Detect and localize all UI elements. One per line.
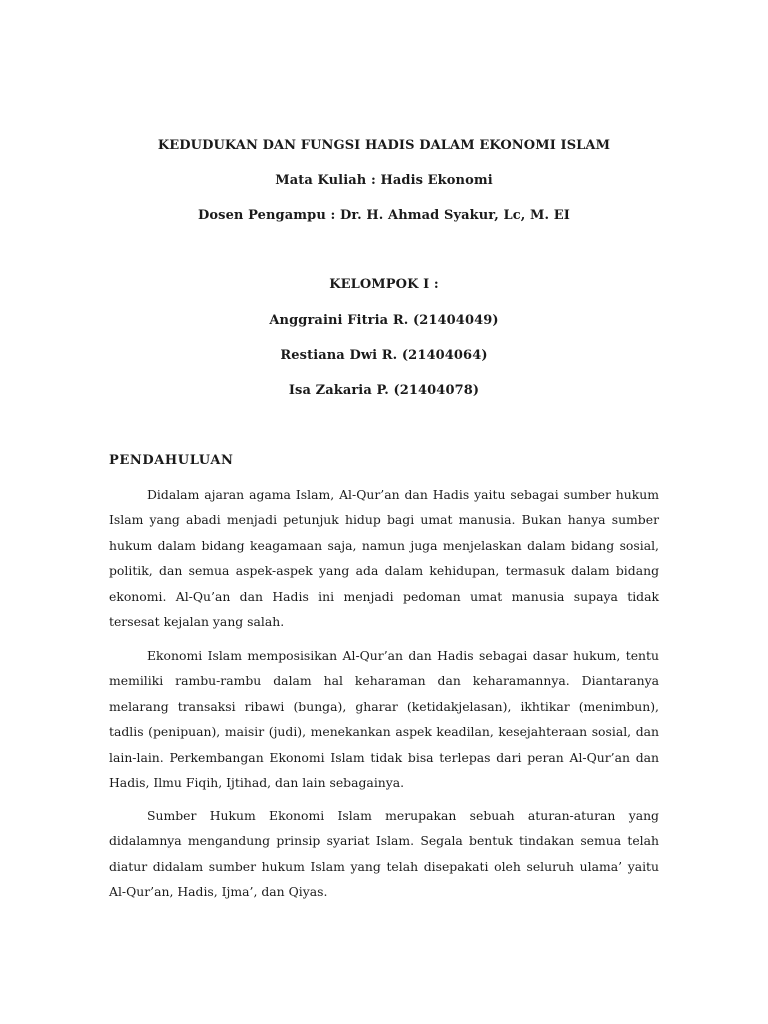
group-member: Restiana Dwi R. (21404064) <box>280 348 488 363</box>
section-heading: PENDAHULUAN <box>109 453 234 468</box>
paragraph: Ekonomi Islam memposisikan Al-Qur’an dan Hadis sebagai dasar hukum, tentu memiliki rambu-rambu dalam hal keharaman dan keharamannya. Diantaranya melarang transaksi ribawi (bunga), gharar (ketidakjelasan), ikhtikar (menimbun), tadlis (penipuan), maisir (judi), menekankan aspek keadilan, kesejahteraan sosial, dan lain-lain. Perkembangan Ekonomi Islam tidak bisa terlepas dari peran Al-Qur’an dan Hadis, Ilmu Fiqih, Ijtihad, dan lain sebagainya. <box>109 648 659 791</box>
document-title: KEDUDUKAN DAN FUNGSI HADIS DALAM EKONOMI ISLAM <box>157 138 611 153</box>
group-label: KELOMPOK I : <box>329 277 439 292</box>
group-member: Anggraini Fitria R. (21404049) <box>269 313 499 328</box>
paragraph: Didalam ajaran agama Islam, Al-Qur’an dan Hadis yaitu sebagai sumber hukum Islam yang abadi menjadi petunjuk hidup bagi umat manusia. Bukan hanya sumber hukum dalam bidang keagamaan saja, namun juga menjelaskan dalam bidang sosial, politik, dan semua aspek-aspek yang ada dalam kehidupan, termasuk dalam bidang ekonomi. Al-Qu’an dan Hadis ini menjadi pedoman umat manusia supaya tidak tersesat kejalan yang salah. <box>109 487 659 630</box>
group-member: Isa Zakaria P. (21404078) <box>288 383 480 398</box>
course-line: Mata Kuliah : Hadis Ekonomi <box>275 173 493 188</box>
paragraph: Sumber Hukum Ekonomi Islam merupakan sebuah aturan-aturan yang didalamnya mengandung prinsip syariat Islam. Segala bentuk tindakan semua telah diatur didalam sumber hukum Islam yang telah disepakati oleh seluruh ulama’ yaitu Al-Qur’an, Hadis, Ijma’, dan Qiyas. <box>109 808 659 900</box>
lecturer-line: Dosen Pengampu : Dr. H. Ahmad Syakur, Lc, M. EI <box>198 208 570 223</box>
